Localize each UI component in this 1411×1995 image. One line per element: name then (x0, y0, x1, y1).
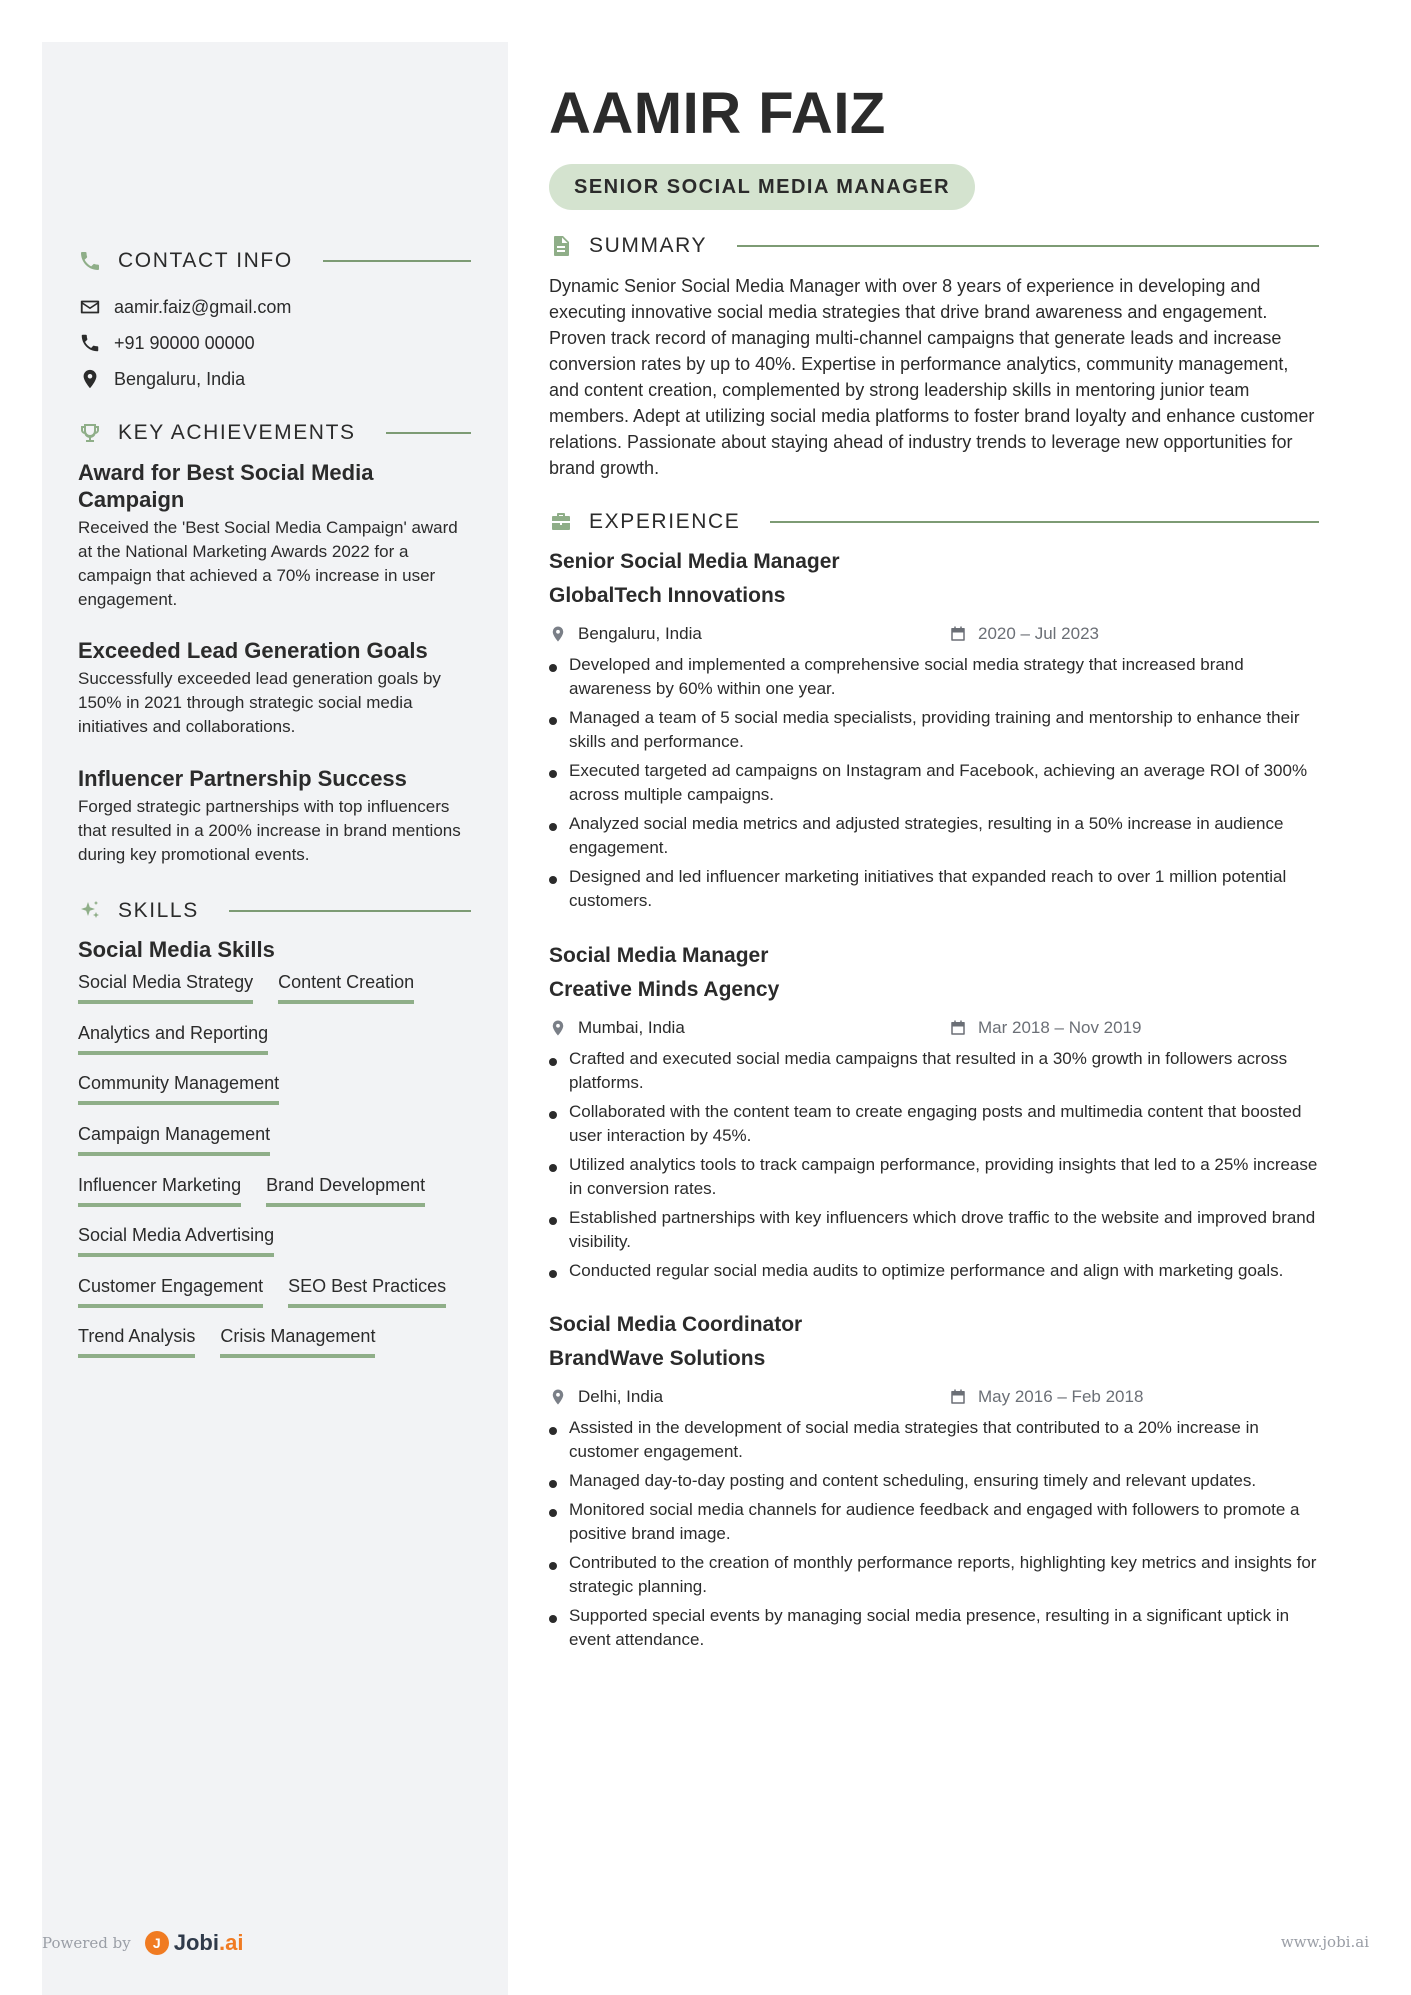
job-meta (549, 1380, 1319, 1414)
skill-tag: Analytics and Reporting (78, 1023, 268, 1055)
jobi-logo-text (174, 1930, 244, 1956)
contact-location (78, 367, 245, 391)
skill-tag: Crisis Management (220, 1326, 375, 1358)
job-location (549, 1387, 949, 1407)
job-location-text: Bengaluru, India (578, 624, 702, 643)
job-company: BrandWave Solutions (549, 1347, 766, 1370)
achievement-title: Influencer Partnership Success (78, 766, 407, 791)
jobi-logo-icon: J (145, 1931, 169, 1955)
experience-heading: EXPERIENCE (589, 510, 741, 533)
skill-tag: Content Creation (278, 972, 414, 1004)
achievement-item (78, 637, 473, 739)
email-icon (78, 295, 102, 319)
skill-tag: Influencer Marketing (78, 1175, 241, 1207)
location-pin-icon (549, 1019, 567, 1037)
location-pin-icon (549, 1388, 567, 1406)
skills-subheading: Social Media Skills (78, 937, 275, 962)
job-location (549, 1018, 949, 1038)
list-item: Developed and implemented a comprehensive social media strategy that increased brand awareness by 60% within one year. (549, 653, 1319, 701)
job-role: Social Media Coordinator (549, 1313, 803, 1336)
powered-by-footer[interactable] (42, 1930, 243, 1956)
job-location (549, 624, 949, 644)
job-location-text: Mumbai, India (578, 1018, 685, 1037)
achievement-text: Received the 'Best Social Media Campaign' award at the National Marketing Awards 2022 for a campaign that achieved a 70% increase in user engagement. (78, 518, 458, 609)
phone-icon (78, 331, 102, 355)
skill-row (78, 1326, 400, 1358)
job-dates-text: May 2016 – Feb 2018 (978, 1387, 1144, 1406)
job-dates (949, 1387, 1143, 1407)
skill-row (78, 1023, 293, 1055)
skill-tag: Social Media Strategy (78, 972, 253, 1004)
achievement-title: Award for Best Social Media Campaign (78, 460, 374, 512)
sparkle-icon (78, 899, 102, 923)
experience-entry (549, 545, 1319, 918)
heading-divider (737, 245, 1319, 247)
trophy-icon (78, 421, 102, 445)
job-role: Senior Social Media Manager (549, 550, 840, 573)
list-item: Collaborated with the content team to create engaging posts and multimedia content that boosted user interaction by 45%. (549, 1100, 1319, 1148)
list-item: Executed targeted ad campaigns on Instagram and Facebook, achieving an average ROI of 300% across multiple campaigns. (549, 759, 1319, 807)
list-item: Supported special events by managing social media presence, resulting in a significant uptick in event attendance. (549, 1604, 1319, 1652)
achievement-title: Exceeded Lead Generation Goals (78, 638, 428, 663)
achievement-text: Forged strategic partnerships with top influencers that resulted in a 200% increase in brand mentions during key promotional events. (78, 797, 461, 864)
skills-section-heading (78, 899, 471, 923)
skill-tag: Social Media Advertising (78, 1225, 274, 1257)
skill-tag: Customer Engagement (78, 1276, 263, 1308)
skills-heading: SKILLS (118, 899, 199, 922)
list-item: Utilized analytics tools to track campaign performance, providing insights that led to a 25% increase in conversion rates. (549, 1153, 1319, 1201)
achievements-heading: KEY ACHIEVEMENTS (118, 421, 356, 444)
contact-email[interactable] (78, 295, 291, 319)
contact-phone[interactable] (78, 331, 255, 355)
calendar-icon (949, 1388, 967, 1406)
candidate-name: AAMIR FAIZ (549, 81, 886, 146)
email-text: aamir.faiz@gmail.com (114, 296, 292, 317)
job-dates (949, 624, 1099, 644)
brand-name: Jobi (173, 1930, 219, 1955)
brand-suffix: .ai (218, 1930, 244, 1955)
achievement-item (78, 459, 473, 612)
summary-heading: SUMMARY (589, 234, 708, 257)
contact-section-heading (78, 249, 471, 273)
skill-tag: Campaign Management (78, 1124, 270, 1156)
location-text: Bengaluru, India (114, 368, 246, 389)
job-dates-text: Mar 2018 – Nov 2019 (978, 1018, 1142, 1037)
list-item: Contributed to the creation of monthly performance reports, highlighting key metrics and insights for strategic planning. (549, 1551, 1319, 1599)
heading-divider (386, 432, 471, 434)
skill-row (78, 1073, 304, 1105)
job-location-text: Delhi, India (578, 1387, 664, 1406)
skill-row (78, 1124, 295, 1156)
list-item: Established partnerships with key influencers which drove traffic to the website and improved brand visibility. (549, 1206, 1319, 1254)
job-title-badge: SENIOR SOCIAL MEDIA MANAGER (549, 164, 975, 210)
achievements-section-heading (78, 421, 471, 445)
heading-divider (323, 260, 471, 262)
phone-icon (78, 249, 102, 273)
document-icon (549, 234, 573, 258)
skill-tag: Trend Analysis (78, 1326, 195, 1358)
list-item: Conducted regular social media audits to optimize performance and align with marketing goals. (549, 1259, 1319, 1283)
list-item: Managed day-to-day posting and content scheduling, ensuring timely and relevant updates. (549, 1469, 1319, 1493)
skill-tag: Community Management (78, 1073, 279, 1105)
list-item: Crafted and executed social media campaigns that resulted in a 30% growth in followers across platforms. (549, 1047, 1319, 1095)
skill-row (78, 1175, 450, 1207)
contact-heading: CONTACT INFO (118, 249, 293, 272)
website-link[interactable]: www.jobi.ai (1280, 1933, 1369, 1951)
heading-divider (770, 521, 1319, 523)
briefcase-icon (549, 510, 573, 534)
summary-text: Dynamic Senior Social Media Manager with over 8 years of experience in developing and executing innovative social media strategies that drive brand awareness and engagement. Proven track record of managing multi-channel campaigns that generate leads and increase conversion rates by up to 40%. Expertise in performance analytics, community management, and content creation, complemented by strong leadership skills in mentoring junior team members. Adept at utilizing social media platforms to foster brand loyalty and enhance customer relations. Passionate about staying ahead of industry trends to leverage new opportunities for brand growth. (549, 276, 1315, 478)
list-item: Assisted in the development of social media strategies that contributed to a 20% increase in customer engagement. (549, 1416, 1319, 1464)
heading-divider (229, 910, 471, 912)
summary-section-heading (549, 234, 1319, 258)
job-company: GlobalTech Innovations (549, 584, 786, 607)
location-pin-icon (549, 625, 567, 643)
skill-tag: Brand Development (266, 1175, 425, 1207)
calendar-icon (949, 625, 967, 643)
phone-text: +91 90000 00000 (114, 332, 255, 353)
job-dates (949, 1018, 1142, 1038)
list-item: Designed and led influencer marketing initiatives that expanded reach to over 1 million potential customers. (549, 865, 1319, 913)
experience-entry (549, 939, 1319, 1288)
achievement-item (78, 765, 473, 867)
skill-row (78, 1276, 471, 1308)
list-item: Monitored social media channels for audience feedback and engaged with followers to promote a positive brand image. (549, 1498, 1319, 1546)
job-dates-text: 2020 – Jul 2023 (978, 624, 1099, 643)
job-company: Creative Minds Agency (549, 978, 780, 1001)
calendar-icon (949, 1019, 967, 1037)
experience-section-heading (549, 510, 1319, 534)
list-item: Managed a team of 5 social media specialists, providing training and mentorship to enhance their skills and performance. (549, 706, 1319, 754)
skill-row (78, 972, 439, 1004)
location-pin-icon (78, 367, 102, 391)
list-item: Analyzed social media metrics and adjusted strategies, resulting in a 50% increase in audience engagement. (549, 812, 1319, 860)
experience-entry (549, 1308, 1319, 1657)
achievement-text: Successfully exceeded lead generation goals by 150% in 2021 through strategic social media initiatives and collaborations. (78, 669, 441, 736)
job-meta (549, 1011, 1319, 1045)
job-bullets (549, 1416, 1319, 1652)
job-bullets (549, 1047, 1319, 1283)
skill-row (78, 1225, 299, 1257)
skill-tag: SEO Best Practices (288, 1276, 446, 1308)
powered-by-label: Powered by (42, 1934, 131, 1952)
job-role: Social Media Manager (549, 944, 769, 967)
job-bullets (549, 653, 1319, 913)
job-meta (549, 617, 1319, 651)
